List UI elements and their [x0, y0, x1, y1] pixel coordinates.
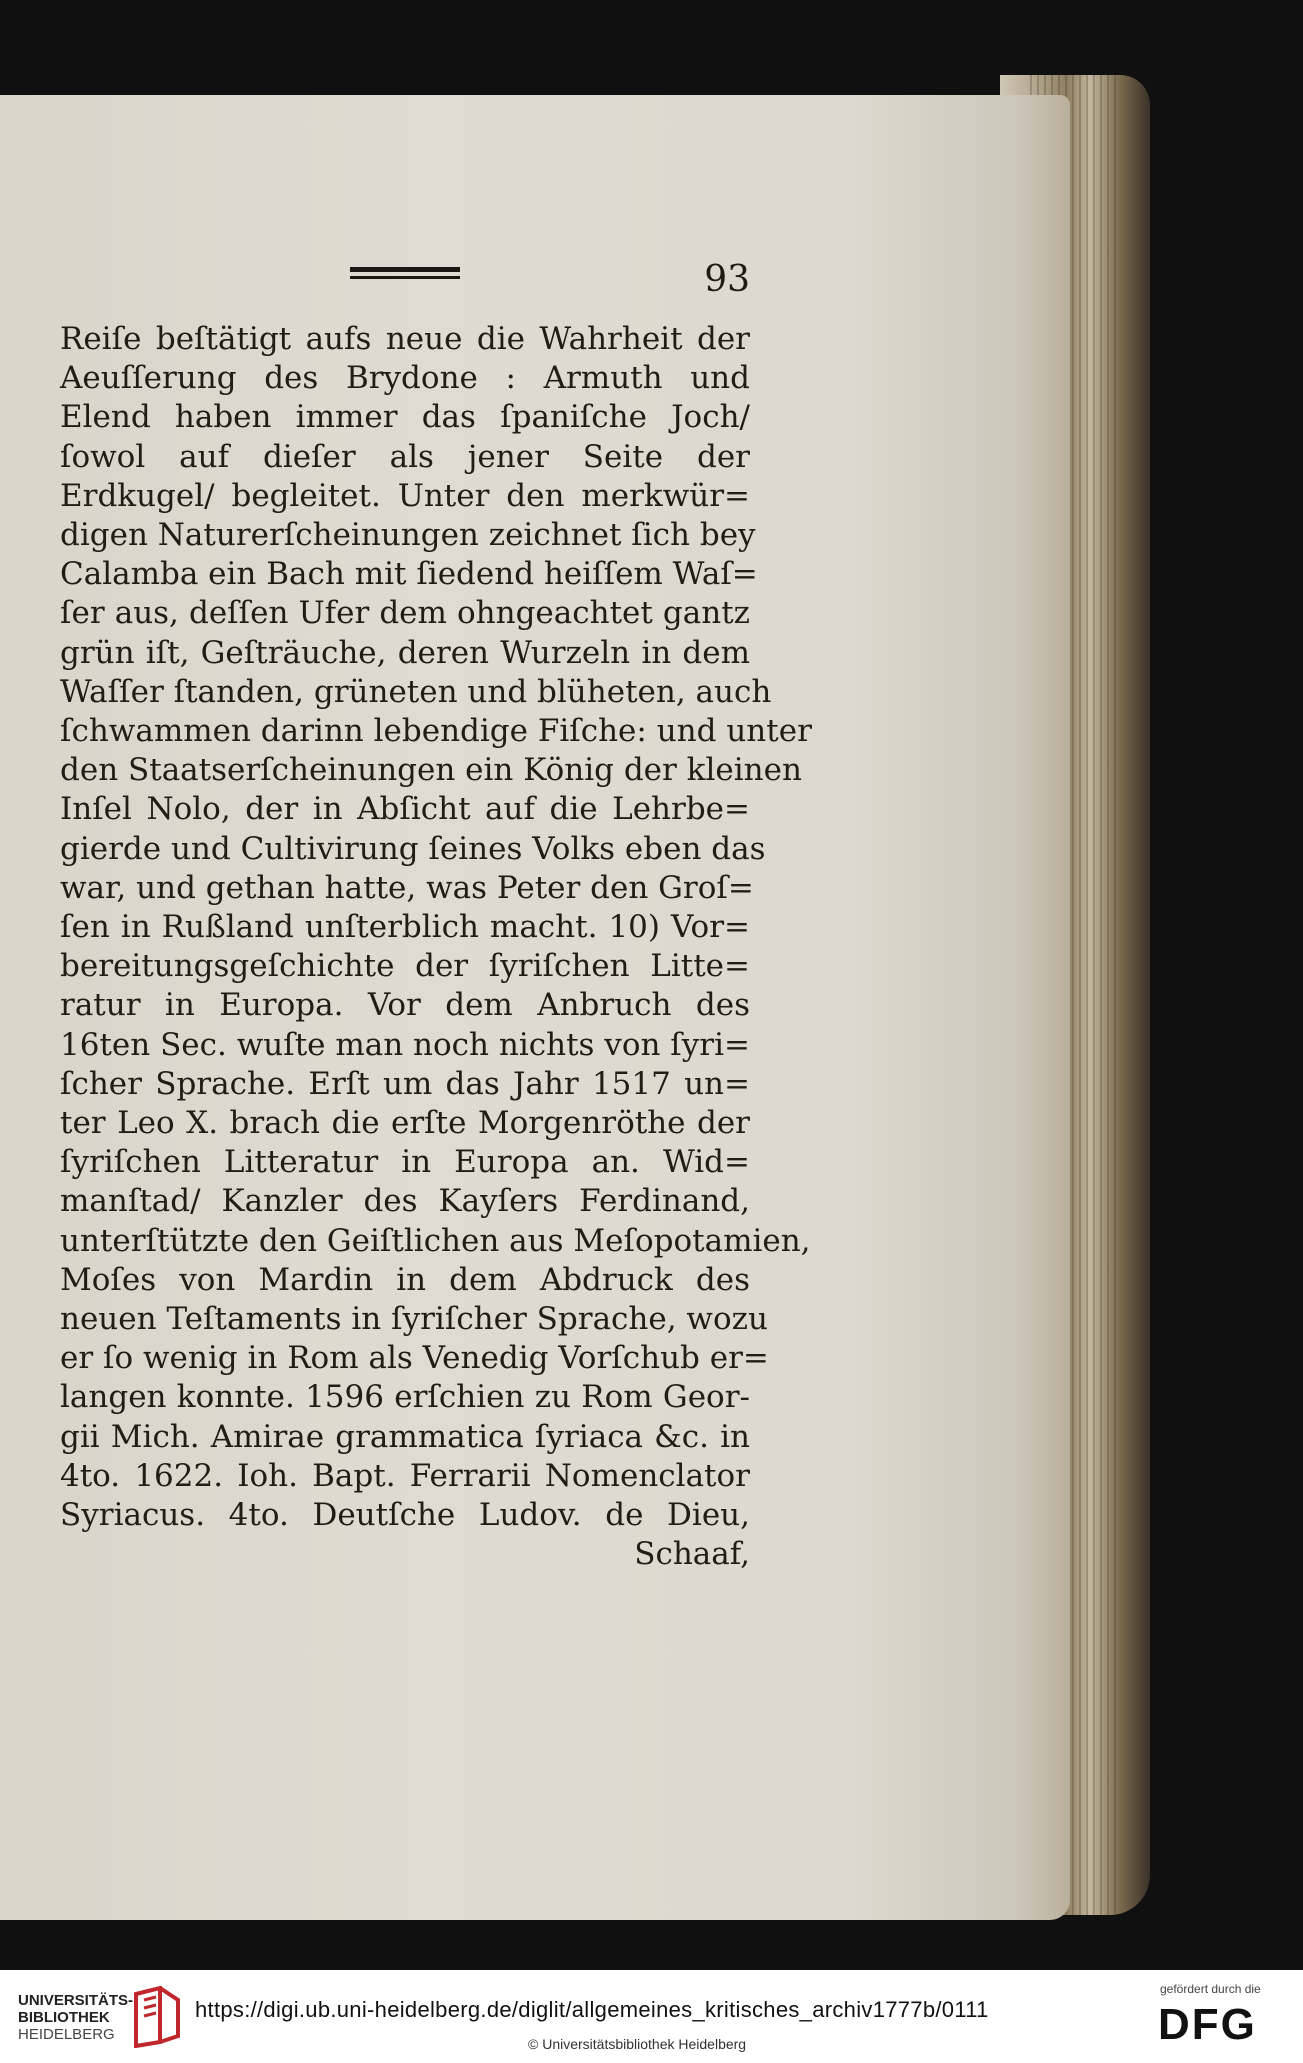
library-logo-icon — [130, 1986, 182, 2048]
dfg-logo: DFG — [1158, 2000, 1257, 2049]
text-line: ſchwammen darinn lebendige Fiſche: und unter — [60, 713, 812, 750]
text-line: ſcher Sprache. Erſt um das Jahr 1517 un= — [60, 1065, 750, 1102]
viewer-footer — [0, 1970, 1303, 2063]
text-line: Aeuſſerung des Brydone : Armuth und — [60, 360, 750, 397]
text-line: Calamba ein Bach mit ſiedend heiſſem Waſ= — [60, 556, 758, 593]
funding-label: gefördert durch die — [1160, 1982, 1261, 1996]
text-line: ratur in Europa. Vor dem Anbruch des — [60, 987, 750, 1024]
text-line: manſtad/ Kanzler des Kayſers Ferdinand, — [60, 1183, 750, 1220]
text-line: unterſtützte den Geiſtlichen aus Meſopotamien, — [60, 1222, 811, 1259]
text-line: Moſes von Mardin in dem Abdruck des — [60, 1261, 750, 1298]
text-line: ter Leo X. brach die erſte Morgenröthe der — [60, 1105, 750, 1142]
text-line: langen konnte. 1596 erſchien zu Rom Geor- — [60, 1379, 750, 1416]
document-url-link[interactable]: https://digi.ub.uni-heidelberg.de/diglit/allgemeines_kritisches_archiv1777b/0111 — [195, 1997, 989, 2022]
text-line: Waſſer ſtanden, grüneten und blüheten, auch — [60, 673, 772, 710]
library-name-line1: UNIVERSITÄTS- — [18, 1992, 134, 2009]
library-name-line3: HEIDELBERG — [18, 2026, 115, 2043]
page-number: 93 — [704, 259, 750, 300]
text-line: er ſo wenig in Rom als Venedig Vorſchub er= — [60, 1340, 769, 1377]
copyright-notice: © Universitätsbibliothek Heidelberg — [528, 2036, 747, 2052]
text-line: neuen Teſtaments in ſyriſcher Sprache, wozu — [60, 1301, 768, 1338]
text-line: ſen in Rußland unſterblich macht. 10) Vor= — [60, 909, 750, 946]
text-line: 4to. 1622. Ioh. Bapt. Ferrarii Nomenclator — [60, 1457, 750, 1494]
text-line: den Staatserſcheinungen ein König der kleinen — [60, 752, 802, 789]
text-line: Inſel Nolo, der in Abſicht auf die Lehrbe= — [60, 791, 750, 828]
text-line: grün iſt, Geſträuche, deren Wurzeln in dem — [60, 634, 750, 671]
text-line: gii Mich. Amirae grammatica ſyriaca &c. in — [60, 1418, 750, 1455]
text-line: Reiſe beſtätigt aufs neue die Wahrheit der — [60, 321, 750, 357]
text-line: digen Naturerſcheinungen zeichnet ſich bey — [60, 517, 756, 554]
text-line: ſyriſchen Litteratur in Europa an. Wid= — [60, 1144, 750, 1181]
catchword: Schaaf, — [634, 1536, 750, 1573]
library-logo-text — [18, 1992, 133, 2043]
text-line: gierde und Cultivirung ſeines Volks eben das — [60, 830, 766, 867]
text-line: 16ten Sec. wuſte man noch nichts von ſyri= — [60, 1026, 750, 1063]
text-line: Syriacus. 4to. Deutſche Ludov. de Dieu, — [60, 1497, 750, 1534]
text-line: Elend haben immer das ſpaniſche Joch/ — [60, 399, 750, 436]
library-name-line2: BIBLIOTHEK — [18, 2009, 110, 2026]
text-line: ſer aus, deſſen Ufer dem ohngeachtet gantz — [60, 595, 750, 632]
text-line: bereitungsgeſchichte der ſyriſchen Litte= — [60, 948, 750, 985]
text-line: ſowol auf dieſer als jener Seite der — [60, 438, 750, 475]
text-line: war, und gethan hatte, was Peter den Groſ= — [60, 869, 754, 906]
text-line: Erdkugel/ begleitet. Unter den merkwür= — [60, 477, 750, 514]
body-text — [60, 320, 812, 1575]
header-rule — [350, 267, 460, 279]
